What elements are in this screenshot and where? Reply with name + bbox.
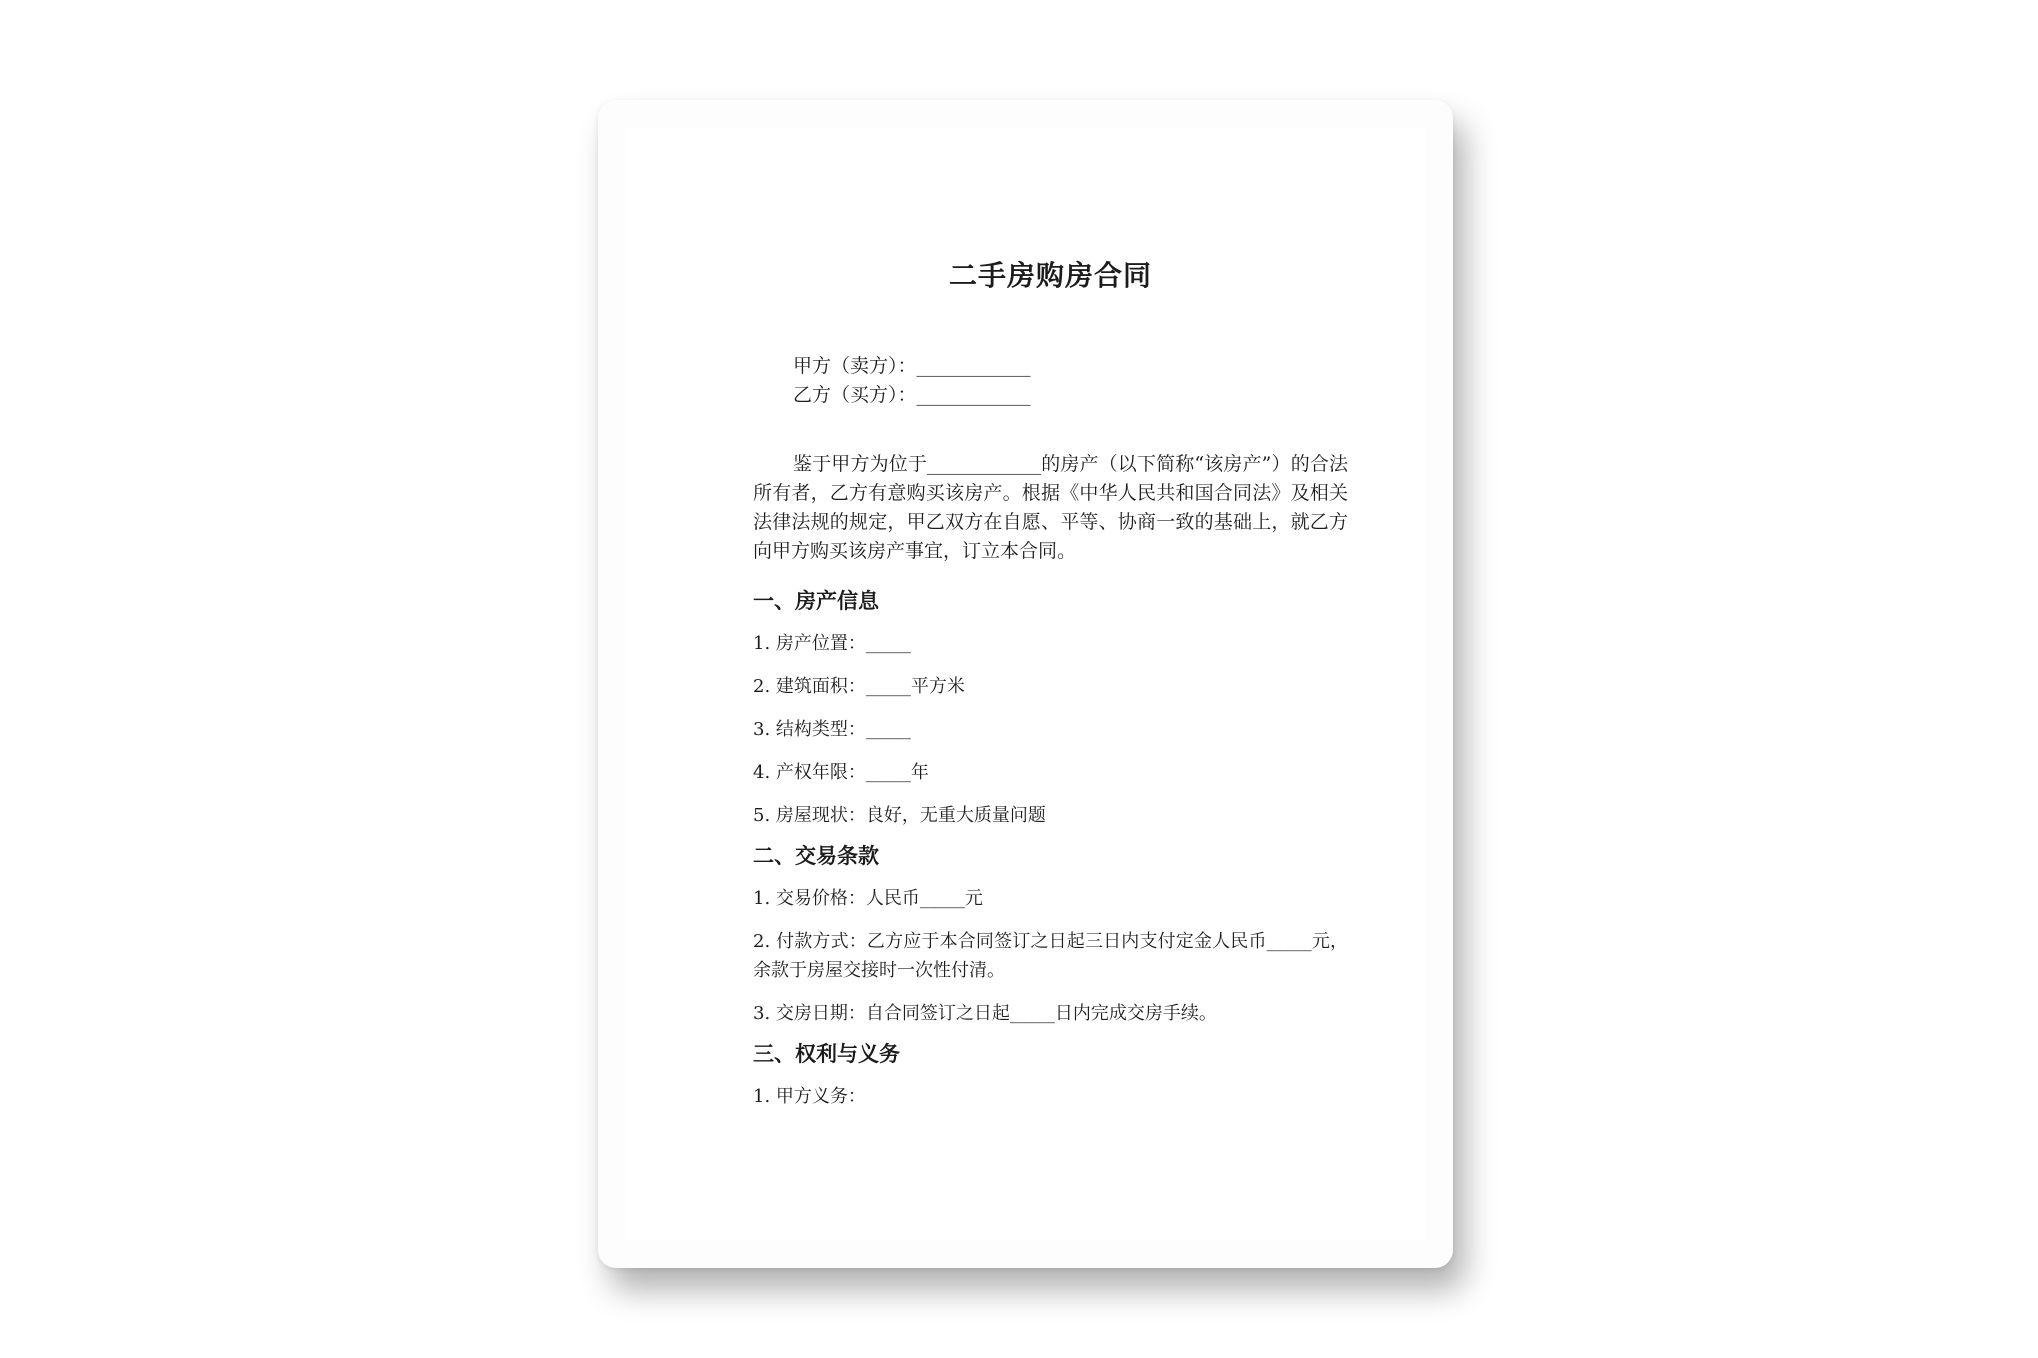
- section-heading-rights-obligations: 三、权利与义务: [753, 1041, 900, 1066]
- section-heading-property-info: 一、房产信息: [753, 588, 879, 613]
- document-page: [598, 100, 1453, 1268]
- clause-property-condition: 5. 房屋现状：良好，无重大质量问题: [753, 805, 1046, 826]
- clause-handover-date: 3. 交房日期：自合同签订之日起_____日内完成交房手续。: [753, 1003, 1217, 1024]
- clause-transaction-price: 1. 交易价格：人民币_____元: [753, 888, 983, 909]
- page-content-area: [626, 128, 1425, 1240]
- clause-property-location: 1. 房产位置：_____: [753, 633, 911, 654]
- clause-structure-type: 3. 结构类型：_____: [753, 719, 911, 740]
- party-seller-line: 甲方（卖方）：____________: [793, 355, 1031, 377]
- clause-seller-obligations: 1. 甲方义务：: [753, 1086, 866, 1107]
- clause-floor-area: 2. 建筑面积：_____平方米: [753, 676, 965, 697]
- section-heading-transaction-terms: 二、交易条款: [753, 843, 879, 868]
- clause-property-term: 4. 产权年限：_____年: [753, 762, 929, 783]
- party-block: [753, 352, 1348, 410]
- preamble-paragraph: 鉴于甲方为位于____________的房产（以下简称“该房产”）的合法所有者，乙方有意购买该房产。根据《中华人民共和国合同法》及相关法律法规的规定，甲乙双方在自愿、平等、协商一致的基础上，就乙方向甲方购买该房产事宜，订立本合同。: [753, 453, 1348, 562]
- document-title: 二手房购房合同: [948, 259, 1152, 292]
- party-buyer-line: 乙方（买方）：____________: [793, 384, 1031, 406]
- clause-payment-method: 2. 付款方式：乙方应于本合同签订之日起三日内支付定金人民币_____元，余款于房屋交接时一次性付清。: [753, 931, 1348, 981]
- contract-body: [753, 256, 1348, 1111]
